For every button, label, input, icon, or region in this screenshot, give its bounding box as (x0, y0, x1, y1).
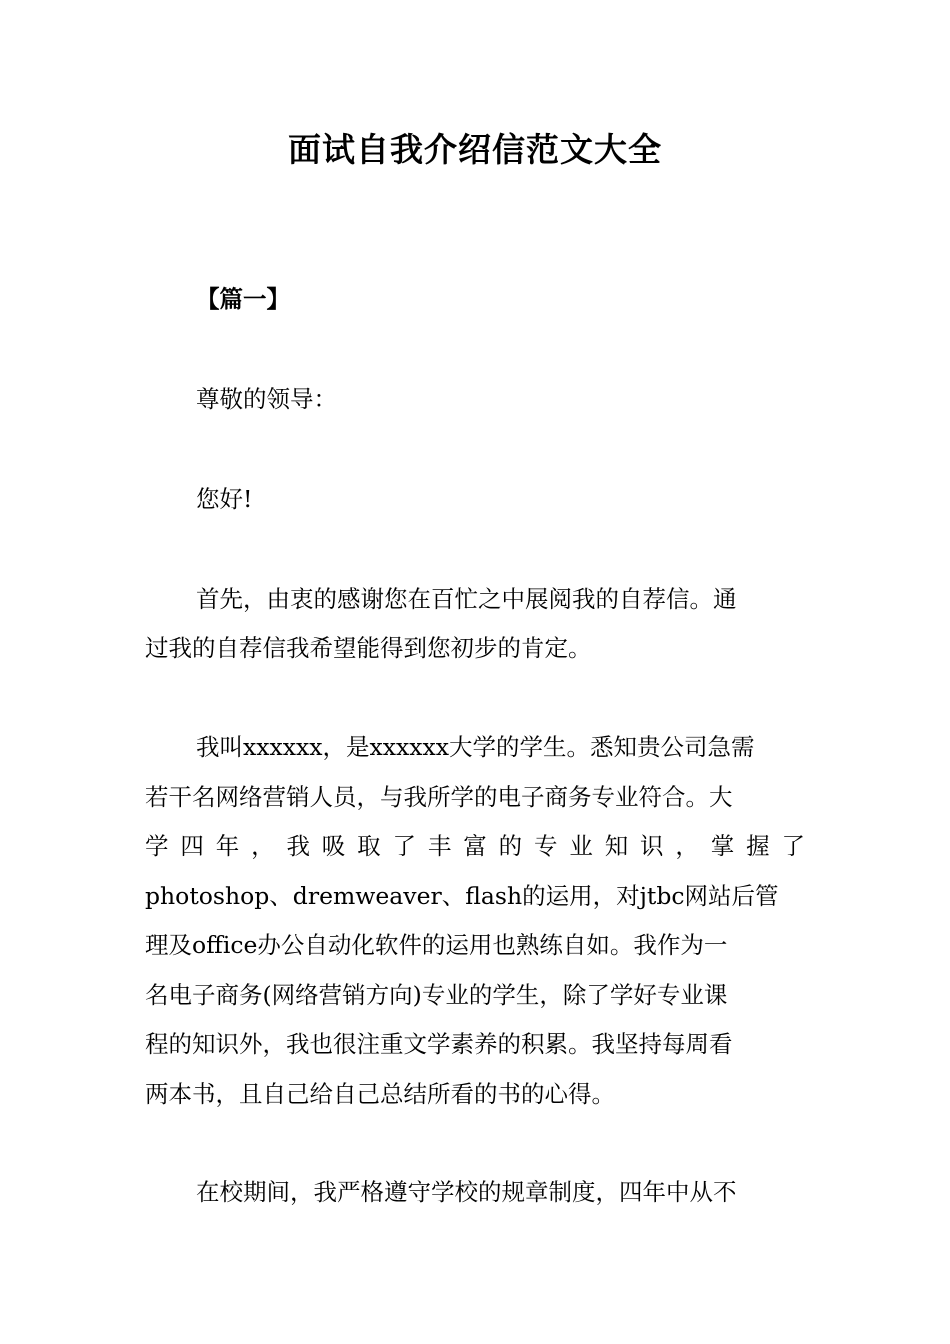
section-label: 【篇一】 (196, 285, 290, 313)
paragraph2-line: 若干名网络营销人员，与我所学的电子商务专业符合。大 (145, 783, 733, 811)
salutation: 尊敬的领导： (196, 385, 337, 413)
paragraph2-line: 理及office办公自动化软件的运用也熟练自如。我作为一 (145, 931, 728, 959)
paragraph2-line: 两本书，且自己给自己总结所看的书的心得。 (145, 1080, 615, 1108)
paragraph2-line: photoshop、dremweaver、flash的运用，对jtbc网站后管 (145, 882, 779, 910)
paragraph2-line: 程的知识外，我也很注重文学素养的积累。我坚持每周看 (145, 1030, 733, 1058)
paragraph1-line: 首先，由衷的感谢您在百忙之中展阅我的自荐信。通 (196, 585, 737, 613)
greeting: 您好! (196, 485, 253, 513)
paragraph2-line: 我叫xxxxxx，是xxxxxx大学的学生。悉知贵公司急需 (196, 733, 755, 761)
paragraph2-line: 名电子商务(网络营销方向)专业的学生，除了学好专业课 (145, 981, 728, 1009)
paragraph3-line: 在校期间，我严格遵守学校的规章制度，四年中从不 (196, 1178, 737, 1206)
paragraph2-line: 学四年，我吸取了丰富的专业知识，掌握了 (145, 832, 805, 860)
document-title: 面试自我介绍信范文大全 (288, 130, 662, 169)
paragraph1-line: 过我的自荐信我希望能得到您初步的肯定。 (145, 634, 592, 662)
